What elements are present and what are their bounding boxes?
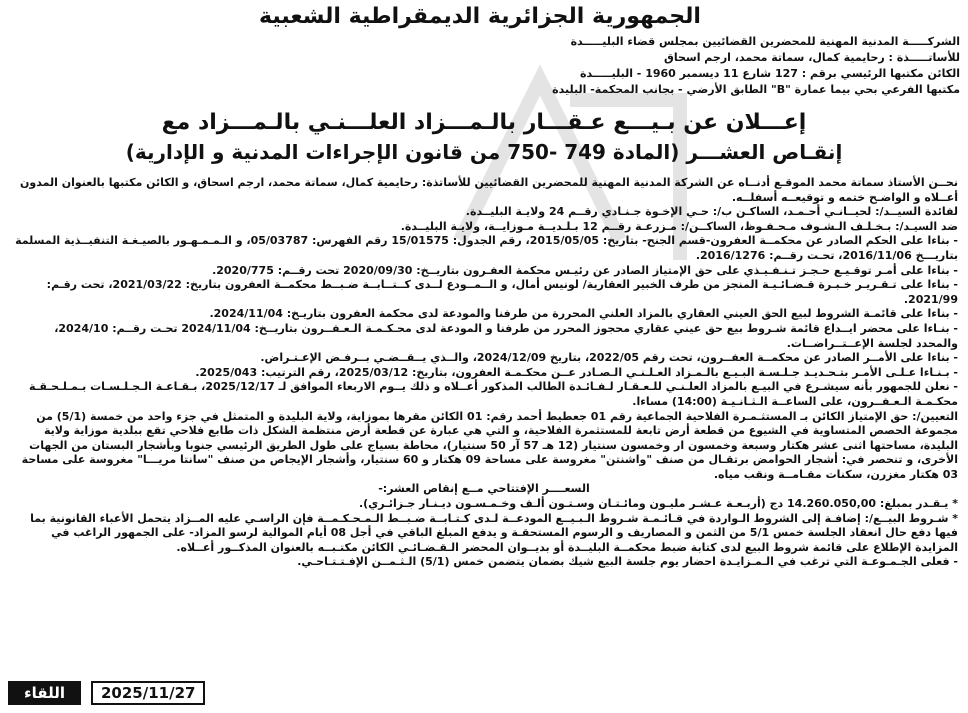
- main-office-line: الكائن مكتبها الرئيسي برقم : 127 شارع 11 ديسمبر 1960 - البليـــــدة: [579, 67, 960, 80]
- body-paragraph-conditions-list: - بناءا على قائمـة الشروط لبيع الحق العيني العقاري بالمزاد العلني المحررة من طرفنا والمودعة لدى محكمة العفرون بتاريـخ: 2024/11/04.: [209, 307, 958, 321]
- body-paragraph-expertise: - بناءا على تـقـريـر خـبـرة قـضـائـيـة المنجز من طرف الخبير العقارية/ لونيس أمال، و الــمــودع لــدى كــتــابــة ضـبــط محكمــة العفرون بتاريخ: 2021/03/22، تحت رقـم: 2021/99.: [46, 278, 958, 306]
- body-paragraph-sale-terms: * شـروط البيــع/: إضافـة إلى الشروط الـواردة في قـائـمـة شـروط الـبـيــع المودعــة لـدى كـتـابــة ضـبــط الـمـحـكـمــة فإن الراسـي عليه المــزاد يتحمل الأعباء القانونية بما فيها دفع حال انعقاد الجلسة خمس 5/1 من الثمن و المصاريف و الرسوم المستحقـة و يدفع المبلغ الباقي في أجل 08 أيام الموالية لرسو المزاد- على الجمهور الراغب في المزايدة الإطلاع على قائمة شروط البيع لدى كتابة ضبط محكمــة البليــدة أو بديــوان المحضر الـقـضـائـي الكائن مكتـبــه بالعنوان المذكــور أعــلاه.: [30, 511, 958, 554]
- announcement-line-1: إعـــلان عن بـيـــع عـقـــار بالـمـــزاد العلـــنـي بالـمـــزاد مع: [161, 110, 807, 135]
- body-paragraph-against: ضد السيـد/: بـخـلـف الـشـوف مـحـفـوظ، الساكــن/: مـزرعـة رقــم 12 بـلـديــة مـوزايــة، ولايـة البليــدة.: [400, 219, 958, 233]
- body-paragraph-price: * يـقـدر بمبلغ: 14.260.050,00 دج (أربـعـة عـشـر مليـون ومائـتـان وسـتـون ألـف وخـمـسـون ديـنـار جـزائـري).: [358, 497, 958, 511]
- body-paragraph-beneficiary: لفائدة السيــد/: لحيــانـي أحـمـد، الساكـن ب/: حـي الإخـوة جـنـادي رقــم 24 ولايـة البليــدة.: [465, 205, 958, 219]
- body-paragraph-price-heading: السعــــر الإفتتاحي مــع إنقاص العشر:-: [378, 482, 590, 496]
- announcement-body: [10, 176, 958, 570]
- newspaper-name: اللقاء: [8, 681, 81, 705]
- page-title: الجمهورية الجزائرية الديمقراطية الشعبية: [259, 4, 701, 29]
- body-paragraph-seizure: - بناءا على أمـر توقـيـع حـجـز تـنـفـيـذي على حق الإمتياز الصادر عن رئيـس محكمة العفـرون بتاريــخ: 2020/09/30 تحت رقــم: 2020/775.: [212, 263, 958, 277]
- body-paragraph-designation: التعيين/: حق الإمتياز الكائن بـ المستثـمـرة الفلاحية الجماعية رقم 01 جعطيط أحمد رقم: 01 الكائن مقرها بموزاية، ولاية البليدة و المتمثل في جزء واحد من خمسة (5/1) من مجموعة الحصص المتساوية في الشيوع من قطعة أرض تابعة للمستثمرة الفلاحية، و التي هي عبارة عن قطعة أرض منتظمة الشكل ذات طابع فلاحي تقع ببلدية موزاية ولاية البليدة، مساحتها اثنى عشر هكتار وسبعة وخمسون ار وخمسون سنتيار (12 هـ 57 آر 50 سنتيار)، محاطة بسياج على طول الطريق الرئيسي جنوبا وبأشجار البستان من الجهات الأخرى، و تنحصر في: أشجار الحوامض برتقـال من صنف "واشنتن" مغروسة على مساحة 09 هكتار و 60 سنتيار، وأشجار الإيجاص من صنف "سانتا مريـــا" مغروسة على مساحة 03 هكتار مغزرن، سكنات مقـامــة ونقب مياه.: [21, 409, 958, 481]
- footer: [8, 680, 205, 706]
- branch-office-line: مكتبها الفرعي بحي بيما عمارة "B" الطابق الأرضي - بجانب المحكمة- البليدة: [552, 83, 960, 96]
- announcement-heading: [40, 108, 928, 166]
- partners-line: للأساتـــــذة : رحايمية كمال، سماتة محمد، ارجم اسحاق: [663, 51, 960, 64]
- body-paragraph-judgment: - بناءا على الحكم الصادر عن محكمــة العفرون-قسم الجنح- بتاريخ: 2015/05/05، رقم الجدول: 15/01575 رقم الفهرس: 05/03787، و الـمـمـهـور بالصيـغـة التنفيــذية المسلمة بتاريـــخ 2016/11/06، تحـت رقــم: 2016/1276.: [15, 234, 958, 262]
- body-paragraph-intro: نحــن الأستاذ سماتة محمد الموقـع أدنــاه عن الشركة المدنية المهنية للمحضرين القضائيين للأساتذة: رحايمية كمال، سماتة محمد، ارجم اسحاق، و الكائن مكتبها بالعنوان المدون أعــلاه و الواضـح ختمه و توقيعــه أسفلــه.: [20, 176, 958, 204]
- body-paragraph-session-order: - بـنـاءا عـلـى الأمـر بتـحـديـد جـلـسـة البـيـع بالـمـزاد العـلـنـي الـصـادر عــن محكـمـة العفرون، بتاريخ: 2025/03/12، رقم الترتيب: 2025/043.: [195, 365, 958, 379]
- publication-date: 2025/11/27: [91, 681, 205, 705]
- company-name-line: الشركـــــة المدنية المهنية للمحضرين القضائيين بمجلس قضاء البليـــــدة: [570, 35, 960, 48]
- announcement-line-2: إنقـاص العشـــر (المادة 749 -750 من قانون الإجراءات المدنية و الإدارية): [125, 140, 843, 164]
- company-header: [440, 34, 960, 98]
- body-paragraph-order: - بناءا على الأمــر الصادر عن محكمــة العفــرون، تحت رقم 2022/05، بتاريخ 2024/12/09، والــذي يــقــضـي بــرفـض الإعـتـراض.: [260, 351, 958, 365]
- body-paragraph-deposit: - بنـاءا على محضر ايــداع قائمة شـروط بيع حق عيني عقاري محجوز المحرر من طرفنا و المودعة لدى محـكـمـة الـعـفــرون بتاريــخ: 2024/11/04 تحـت رقــم: 2024/10، والمحدد لجلسة الإعــتــراضــات.: [54, 321, 958, 350]
- body-paragraph-notice: - نعلن للجمهور بأنه سيشـرع في البيـع بالمزاد العلـنـي للـعـقـار لـفـائـدة الطالب المذكور أعــلاه و ذلك يــوم الاربعاء الموافق لـ 2025/12/17، بـقـاعـة الـجـلـسـات بـمـلـحـقـة محكـمـة الـعـفــرون، على الساعــة الـثـانـيـة (14:00) مساءا.: [28, 380, 958, 408]
- body-paragraph-guarantee: - فعلى الجـمـوعـة التي ترغب في الـمـزايـدة احضار يوم جلسة البيع شيك بضمان يتضمن خمس (5/1) الـثـمــن الإفـتـتـاحـي.: [297, 555, 958, 569]
